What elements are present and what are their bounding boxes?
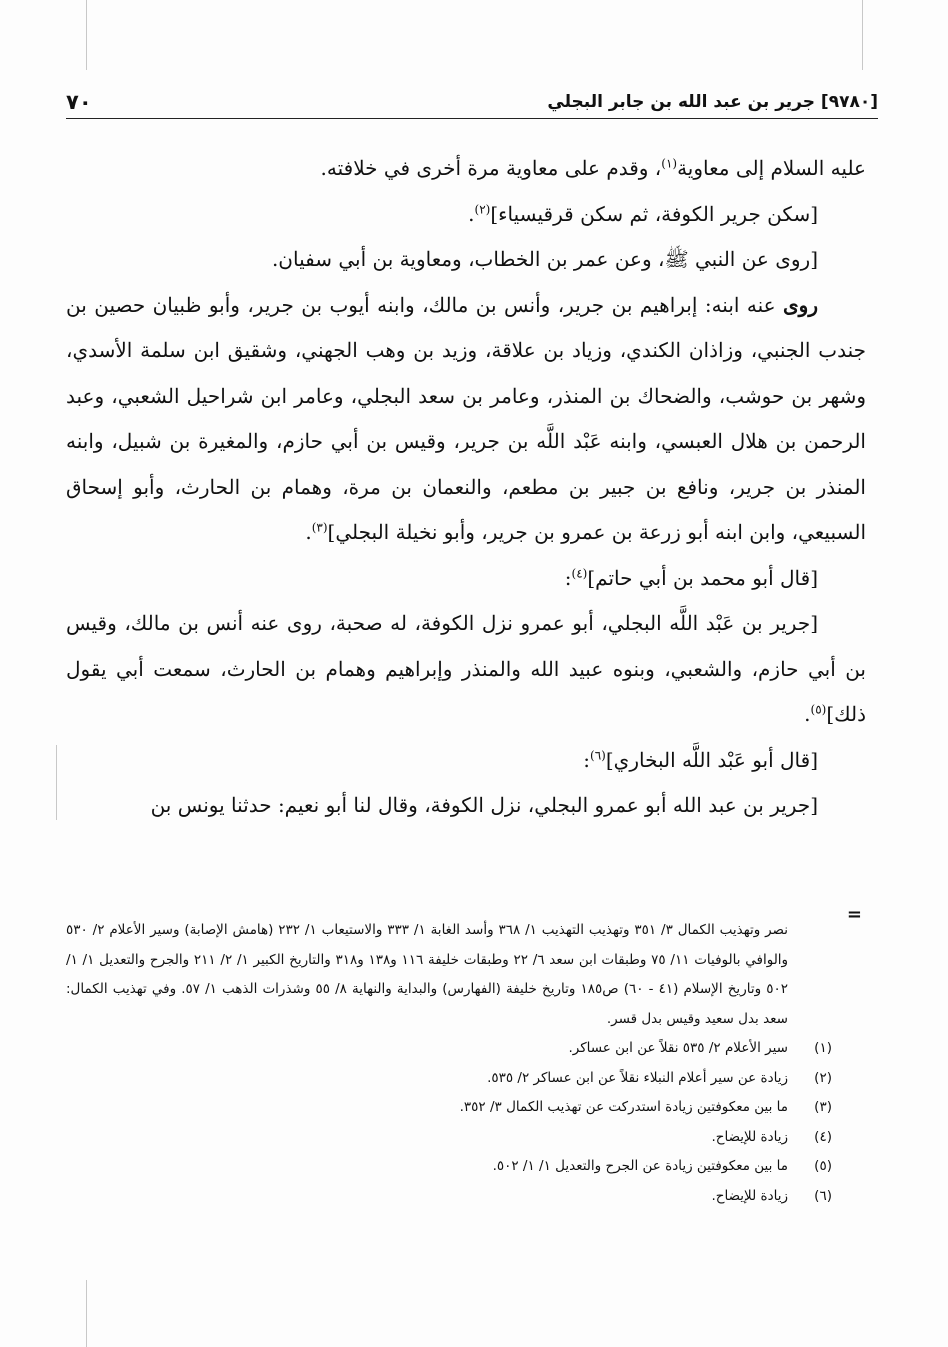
footnote-item (66, 1123, 832, 1153)
paragraph-8 (66, 783, 866, 829)
paragraph-7-text: [قال أبو عَبْد اللَّه البخاري] (605, 747, 818, 772)
paragraph-6 (66, 601, 866, 738)
footnote-number: (٦) (814, 1187, 832, 1204)
footnote-number: (١) (814, 1040, 832, 1056)
footnote-ref-2: (٢) (474, 201, 491, 216)
scan-artifact-line (86, 0, 87, 70)
footnote-ref-4: (٤) (571, 565, 588, 580)
paragraph-3 (66, 237, 866, 283)
paragraph-2-text: [سكن جرير الكوفة، ثم سكن قرقيسياء] (490, 201, 818, 226)
footnote-ref-1: (١) (661, 156, 678, 171)
footnote-text: زيادة للإيضاح. (711, 1187, 788, 1204)
footnote-ref-3: (٣) (311, 520, 328, 535)
paragraph-2-tail: . (468, 201, 475, 226)
paragraph-5 (66, 556, 866, 602)
paragraph-7-tail: : (583, 747, 591, 772)
paragraph-3-text: [روى عن النبي ﷺ، وعن عمر بن الخطاب، ومعاوية بن أبي سفيان. (271, 247, 818, 271)
footnote-item (66, 1093, 832, 1123)
header-title: [٩٧٨٠] جرير بن عبد الله بن جابر البجلي (547, 92, 878, 112)
footnote-text: زيادة للإيضاح. (711, 1128, 788, 1145)
paragraph-5-text: [قال أبو محمد بن أبي حاتم] (587, 565, 818, 590)
footnote-item (66, 1064, 832, 1094)
footnote-number: (٢) (814, 1069, 832, 1086)
paragraph-1-text-b: ، وقدم على معاوية مرة أخرى في خلافته. (320, 156, 662, 180)
footnote-ref-6: (٦) (590, 747, 606, 762)
paragraph-4-text: عنه ابنه: إبراهيم بن جرير، وأنس بن مالك، وابنه أيوب بن جرير، وأبو ظبيان حصين بن جندب الجنبي، وزاذان الكندي، وزياد بن علاقة، وزيد بن وهب الجهني، وشقيق ابن سلمة الأسدي، وشهر بن حوشب، والضحاك بن المنذر، وعامر بن سعد البجلي، وعامر ابن شراحيل الشعبي، وعبد الرحمن بن هلال العبسي، وابنه عَبْد اللَّه بن جرير، وقيس بن أبي حازم، والمغيرة بن شبيل، وابنه المنذر بن جرير، ونافع بن جبير بن مطعم، والنعمان بن مرة، وهمام بن الحارث، وأبو إسحاق السبيعي، وابن ابنه أبو زرعة بن عمرو بن جرير، وأبو نخيلة البجلي] (66, 292, 866, 544)
footnote-text: زيادة عن سير أعلام النبلاء نقلاً عن ابن عساكر ٢/ ٥٣٥. (487, 1069, 788, 1086)
footnote-ref-5: (٥) (810, 702, 827, 717)
paragraph-7 (66, 738, 866, 784)
paragraph-4-lead: روى (783, 292, 818, 317)
paragraph-4-tail: . (305, 520, 312, 544)
paragraph-1-text-a: عليه السلام إلى معاوية (677, 156, 866, 180)
scan-artifact-line (86, 1280, 87, 1347)
main-text (66, 146, 866, 829)
paragraph-2 (66, 192, 866, 238)
paragraph-4 (66, 283, 866, 556)
paragraph-5-tail: : (564, 565, 572, 590)
continuation-mark: = (846, 904, 862, 925)
footnote-item (66, 1152, 832, 1182)
footnote-text: ما بين معكوفتين زيادة عن الجرح والتعديل ١/ ١/ ٥٠٢. (492, 1158, 788, 1174)
running-head (66, 86, 878, 119)
paragraph-8-text: [جرير بن عبد الله أبو عمرو البجلي، نزل الكوفة، وقال لنا أبو نعيم: حدثنا يونس بن (150, 793, 818, 817)
scan-artifact-line (56, 745, 57, 820)
footnote-number: (٣) (814, 1099, 832, 1115)
footnote-item (66, 1034, 832, 1064)
footnote-number: (٥) (814, 1158, 832, 1174)
paragraph-6-text: [جرير بن عَبْد اللَّه البجلي، أبو عمرو نزل الكوفة، له صحبة، روى عنه أنس بن مالك، وقيس بن أبي حازم، والشعبي، وبنوه عبيد الله والمنذر وإبراهيم وهمام بن الحارث، سمعت أبي يقول ذلك] (66, 611, 866, 726)
footnote-item (66, 1182, 832, 1212)
footnote-continuation-text: نصر وتهذيب الكمال ٣/ ٣٥١ وتهذيب التهذيب ١/ ٣٦٨ وأسد الغابة ١/ ٣٣٣ والاستيعاب ١/ ٢٣٢ (هامش الإصابة) وسير الأعلام ٢/ ٥٣٠ والوافي بالوفيات ١١/ ٧٥ وطبقات ابن سعد ٦/ ٢٢ وطبقات خليفة ١١٦ و١٣٨ و٣١٨ والتاريخ الكبير ١/ ٢/ ٢١١ والجرح والتعديل ١/ ١/ ٥٠٢ وتاريخ الإسلام (٤١ - ٦٠) ص١٨٥ وتاريخ خليفة (الفهارس) والبداية والنهاية ٨/ ٥٥ وشذرات الذهب ١/ ٥٧. وفي تهذيب الكمال: سعد بدل سعيد وقيس بدل قسر. (66, 922, 789, 1027)
scan-artifact-line (862, 0, 863, 70)
footnotes (66, 916, 832, 1211)
page-number: ٧٠ (66, 90, 92, 114)
footnote-text: ما بين معكوفتين زيادة استدركت عن تهذيب الكمال ٣/ ٣٥٢. (459, 1099, 788, 1115)
footnote-continuation (66, 916, 832, 1034)
paragraph-6-tail: . (804, 702, 811, 726)
paragraph-1 (66, 146, 866, 192)
footnote-text: سير الأعلام ٢/ ٥٣٥ نقلاً عن ابن عساكر. (568, 1040, 788, 1056)
footnote-number: (٤) (814, 1128, 832, 1145)
